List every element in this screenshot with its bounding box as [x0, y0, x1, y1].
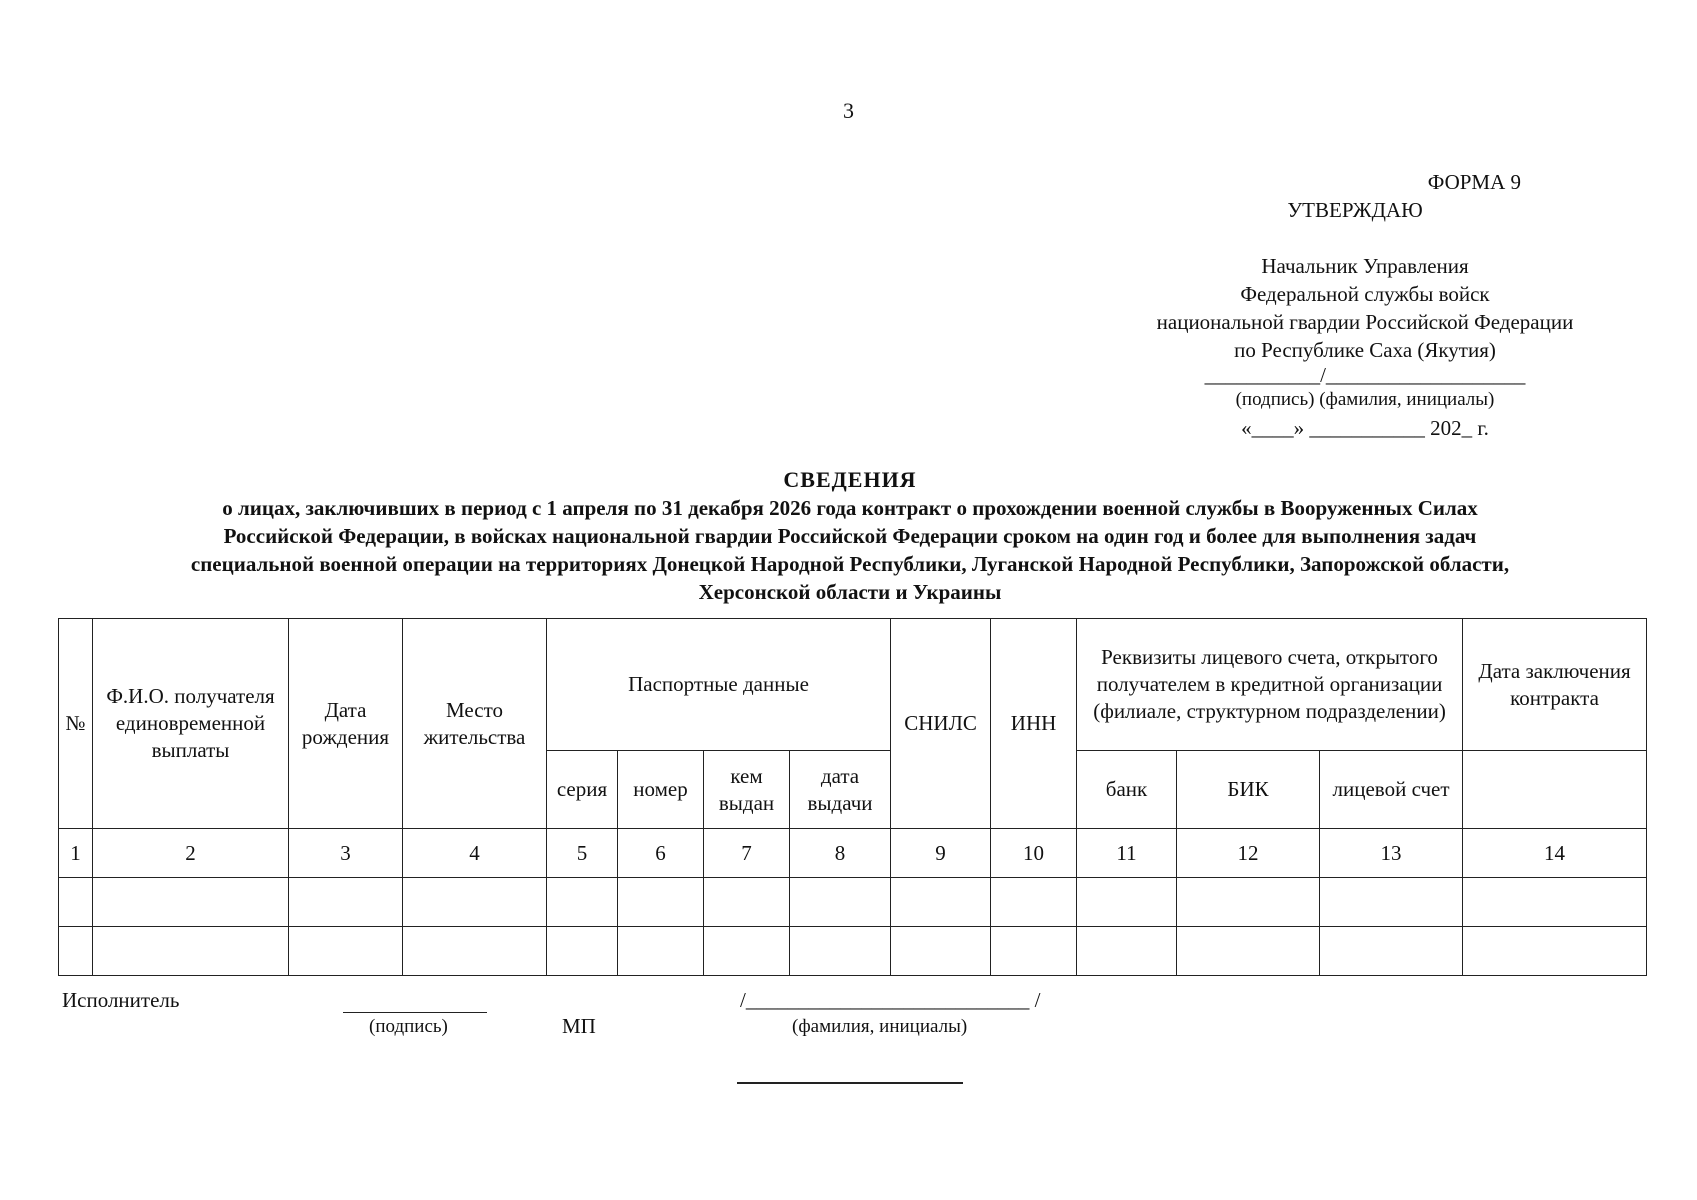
subheader-number: номер — [618, 751, 704, 829]
column-number: 7 — [704, 829, 790, 878]
subheader-issued-by: кем выдан — [704, 751, 790, 829]
approve-heading: УТВЕРЖДАЮ — [1287, 198, 1423, 222]
title-line: Херсонской области и Украины — [698, 580, 1002, 604]
column-number: 4 — [403, 829, 547, 878]
title-line: специальной военной операции на территориях Донецкой Народной Республики, Луганской Народной Республики, Запорожской области, — [190, 552, 1510, 576]
column-number: 9 — [891, 829, 991, 878]
table-row — [59, 927, 1647, 976]
signature-line: ___________/___________________ — [1204, 363, 1526, 387]
bottom-rule — [737, 1082, 963, 1084]
data-table — [58, 618, 1647, 976]
position-line: Федеральной службы войск — [1240, 282, 1490, 306]
position-line: национальной гвардии Российской Федерации — [1156, 310, 1574, 334]
subheader-empty — [1463, 751, 1647, 829]
subheader-bank: банк — [1077, 751, 1177, 829]
column-number: 13 — [1320, 829, 1463, 878]
header-contract-date: Дата заключения контракта — [1463, 619, 1647, 751]
approval-block — [1110, 196, 1620, 442]
date-line: «____» ___________ 202_ г. — [1241, 416, 1489, 440]
header-birth-date: Дата рождения — [289, 619, 403, 829]
header-snils: СНИЛС — [891, 619, 991, 829]
page-number: 3 — [843, 98, 854, 123]
column-number: 8 — [790, 829, 891, 878]
title-main: СВЕДЕНИЯ — [783, 467, 917, 492]
header-residence: Место жительства — [403, 619, 547, 829]
signature-caption: (подпись) (фамилия, инициалы) — [1235, 389, 1495, 410]
column-number: 3 — [289, 829, 403, 878]
form-label: ФОРМА 9 — [1427, 170, 1521, 194]
title-line: Российской Федерации, в войсках национальной гвардии Российской Федерации сроком на один год и более для выполнения задач — [223, 524, 1477, 548]
seal-label: МП — [562, 1014, 596, 1038]
column-number: 1 — [59, 829, 93, 878]
subheader-series: серия — [547, 751, 618, 829]
column-number: 2 — [93, 829, 289, 878]
executor-signature-caption: (подпись) — [369, 1016, 448, 1037]
position-line: по Республике Саха (Якутия) — [1234, 338, 1496, 362]
title-line: о лицах, заключивших в период с 1 апреля по 31 декабря 2026 года контракт о прохождении военной службы в Вооруженных Силах — [222, 496, 1478, 520]
subheader-bik: БИК — [1177, 751, 1320, 829]
executor-name-line: /___________________________ / — [740, 988, 1041, 1012]
header-fio: Ф.И.О. получателя единовременной выплаты — [93, 619, 289, 829]
document-title — [70, 466, 1630, 606]
table-row — [59, 878, 1647, 927]
subheader-issue-date: дата выдачи — [790, 751, 891, 829]
column-number: 12 — [1177, 829, 1320, 878]
column-number: 5 — [547, 829, 618, 878]
header-num: № — [59, 619, 93, 829]
column-number: 11 — [1077, 829, 1177, 878]
header-account: Реквизиты лицевого счета, открытого получателем в кредитной организации (филиале, структурном подразделении) — [1077, 619, 1463, 751]
executor-signature-line — [343, 1012, 487, 1013]
executor-name-caption: (фамилия, инициалы) — [792, 1016, 968, 1037]
column-number: 10 — [991, 829, 1077, 878]
header-passport: Паспортные данные — [547, 619, 891, 751]
column-number: 14 — [1463, 829, 1647, 878]
subheader-account-no: лицевой счет — [1320, 751, 1463, 829]
executor-label: Исполнитель — [62, 988, 180, 1012]
column-number: 6 — [618, 829, 704, 878]
header-inn: ИНН — [991, 619, 1077, 829]
position-line: Начальник Управления — [1261, 254, 1469, 278]
